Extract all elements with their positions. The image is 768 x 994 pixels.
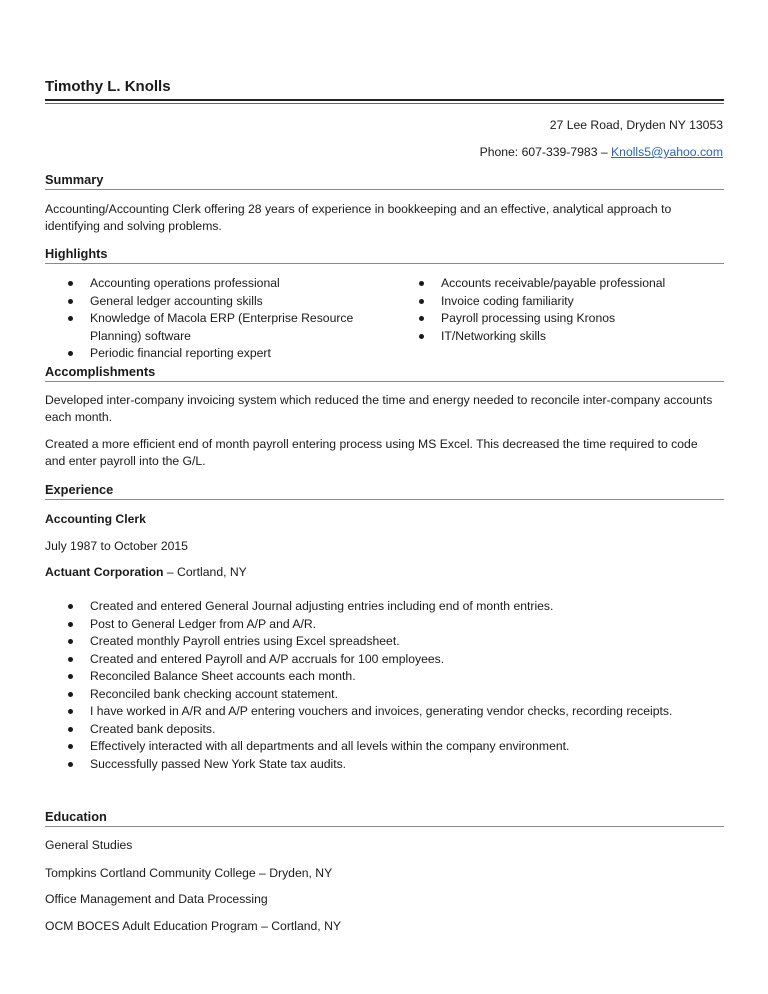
- section-divider: [45, 263, 724, 264]
- job-dates: July 1987 to October 2015: [45, 539, 188, 553]
- bullet-icon: [419, 334, 424, 339]
- bullet-icon: [419, 316, 424, 321]
- section-title-accomplishments: Accomplishments: [45, 364, 156, 379]
- bullet-icon: [68, 604, 73, 609]
- summary-text: Accounting/Accounting Clerk offering 28 years of experience in bookkeeping and an effective, analytical approach to identifying and solving problems.: [45, 202, 672, 233]
- name-divider-thin: [45, 103, 724, 104]
- candidate-name: Timothy L. Knolls: [45, 78, 171, 95]
- list-item: Created and entered Payroll and A/P accruals for 100 employees.: [68, 651, 728, 669]
- accomplishment-item: Created a more efficient end of month payroll entering process using MS Excel. This decreased the time required to code and enter payroll into the G/L.: [45, 437, 698, 468]
- bullet-icon: [68, 299, 73, 304]
- list-item: Created and entered General Journal adjusting entries including end of month entries.: [68, 598, 728, 616]
- list-item: Invoice coding familiarity: [419, 293, 719, 311]
- list-item: Reconciled bank checking account statement.: [68, 686, 728, 704]
- list-item: Accounting operations professional: [68, 275, 368, 293]
- education-line: Tompkins Cortland Community College – Dryden, NY: [45, 866, 333, 880]
- section-title-highlights: Highlights: [45, 246, 108, 261]
- bullet-icon: [68, 657, 73, 662]
- highlights-left-list: [68, 275, 368, 363]
- name-divider: [45, 99, 724, 101]
- bullet-icon: [68, 744, 73, 749]
- list-item: Accounts receivable/payable professional: [419, 275, 719, 293]
- list-item: Payroll processing using Kronos: [419, 310, 719, 328]
- accomplishment-item: Developed inter-company invoicing system which reduced the time and energy needed to reconcile inter-company accounts each month.: [45, 393, 713, 424]
- section-divider: [45, 189, 724, 190]
- email-link[interactable]: Knolls5@yahoo.com: [611, 145, 723, 159]
- section-title-education: Education: [45, 809, 107, 824]
- company-location: – Cortland, NY: [163, 565, 247, 579]
- company-name: Actuant Corporation: [45, 565, 164, 579]
- job-employer: [45, 565, 247, 579]
- section-title-summary: Summary: [45, 172, 104, 187]
- bullet-icon: [68, 639, 73, 644]
- bullet-icon: [68, 674, 73, 679]
- contact-line: [480, 145, 723, 159]
- bullet-icon: [68, 281, 73, 286]
- highlights-right-list: [419, 275, 719, 345]
- list-item: Reconciled Balance Sheet accounts each month.: [68, 668, 728, 686]
- job-title: Accounting Clerk: [45, 512, 146, 526]
- list-item: Post to General Ledger from A/P and A/R.: [68, 616, 728, 634]
- education-line: General Studies: [45, 838, 133, 852]
- section-divider: [45, 826, 724, 827]
- list-item: IT/Networking skills: [419, 328, 719, 346]
- list-item: Successfully passed New York State tax audits.: [68, 756, 728, 774]
- job-duties-list: [68, 598, 728, 773]
- bullet-icon: [68, 709, 73, 714]
- list-item: I have worked in A/R and A/P entering vouchers and invoices, generating vendor checks, recording receipts.: [68, 703, 728, 721]
- list-item: Periodic financial reporting expert: [68, 345, 368, 363]
- bullet-icon: [68, 727, 73, 732]
- bullet-icon: [68, 316, 73, 321]
- list-item: Effectively interacted with all departments and all levels within the company environment.: [68, 738, 728, 756]
- education-line: OCM BOCES Adult Education Program – Cortland, NY: [45, 919, 342, 933]
- bullet-icon: [68, 622, 73, 627]
- bullet-icon: [419, 281, 424, 286]
- bullet-icon: [68, 692, 73, 697]
- list-item: General ledger accounting skills: [68, 293, 368, 311]
- list-item: Knowledge of Macola ERP (Enterprise Resource Planning) software: [68, 310, 365, 345]
- bullet-icon: [68, 762, 73, 767]
- section-title-experience: Experience: [45, 482, 114, 497]
- bullet-icon: [419, 299, 424, 304]
- section-divider: [45, 381, 724, 382]
- list-item: Created monthly Payroll entries using Excel spreadsheet.: [68, 633, 728, 651]
- section-divider: [45, 499, 724, 500]
- education-line: Office Management and Data Processing: [45, 892, 268, 906]
- list-item: Created bank deposits.: [68, 721, 728, 739]
- phone-text: Phone: 607-339-7983 –: [479, 145, 612, 159]
- bullet-icon: [68, 351, 73, 356]
- address: 27 Lee Road, Dryden NY 13053: [549, 118, 723, 132]
